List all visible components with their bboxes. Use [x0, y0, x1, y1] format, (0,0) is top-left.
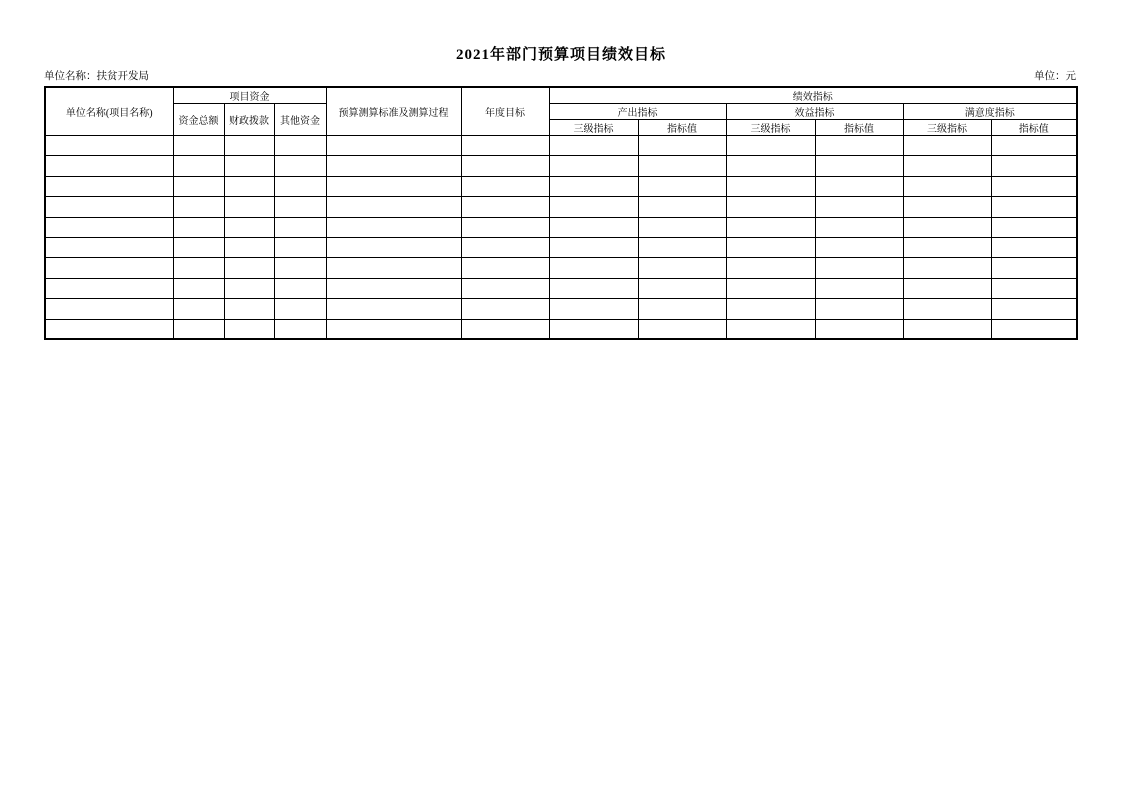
header-benefit-tertiary-indicator: 三级指标: [726, 120, 815, 136]
table-cell: [638, 237, 726, 257]
header-budget-standard: 预算测算标准及测算过程: [326, 87, 461, 136]
table-cell: [991, 299, 1077, 319]
table-cell: [461, 319, 549, 339]
table-cell: [461, 176, 549, 196]
header-group-output: 产出指标: [549, 104, 726, 120]
table-cell: [903, 217, 991, 237]
table-cell: [224, 258, 274, 278]
table-cell: [726, 237, 815, 257]
table-cell: [274, 237, 326, 257]
table-cell: [549, 156, 638, 176]
header-fiscal-allocation: 财政拨款: [224, 104, 274, 136]
table-cell: [173, 217, 224, 237]
currency-unit-label: 单位：元: [1034, 71, 1076, 82]
table-cell: [638, 156, 726, 176]
table-row: [45, 299, 1077, 319]
table-cell: [726, 319, 815, 339]
table-cell: [903, 136, 991, 156]
table-cell: [461, 197, 549, 217]
table-cell: [274, 258, 326, 278]
table-cell: [326, 319, 461, 339]
table-caption-row: [44, 70, 1076, 83]
table-cell: [991, 319, 1077, 339]
table-cell: [991, 156, 1077, 176]
header-total-funds: 资金总额: [173, 104, 224, 136]
table-body: [45, 136, 1077, 340]
table-cell: [903, 278, 991, 298]
table-cell: [549, 278, 638, 298]
table-cell: [224, 237, 274, 257]
table-row: [45, 176, 1077, 196]
table-cell: [45, 197, 173, 217]
table-cell: [903, 299, 991, 319]
table-row: [45, 136, 1077, 156]
unit-name-label: 单位名称：扶贫开发局: [44, 71, 149, 82]
table-cell: [549, 237, 638, 257]
table-cell: [903, 197, 991, 217]
header-group-benefit: 效益指标: [726, 104, 903, 120]
table-cell: [224, 278, 274, 298]
table-cell: [549, 319, 638, 339]
table-row: [45, 237, 1077, 257]
table-cell: [461, 136, 549, 156]
header-other-funds: 其他资金: [274, 104, 326, 136]
table-cell: [45, 217, 173, 237]
table-cell: [45, 319, 173, 339]
table-cell: [173, 258, 224, 278]
table-cell: [45, 176, 173, 196]
table-cell: [638, 176, 726, 196]
table-cell: [326, 156, 461, 176]
table-cell: [991, 176, 1077, 196]
table-cell: [173, 319, 224, 339]
table-cell: [45, 258, 173, 278]
table-row: [45, 319, 1077, 339]
table-cell: [461, 217, 549, 237]
table-cell: [815, 319, 903, 339]
table-cell: [903, 176, 991, 196]
table-cell: [173, 197, 224, 217]
table-cell: [326, 197, 461, 217]
table-cell: [726, 258, 815, 278]
table-cell: [173, 278, 224, 298]
table-cell: [815, 176, 903, 196]
table-cell: [991, 197, 1077, 217]
table-cell: [224, 319, 274, 339]
table-cell: [326, 237, 461, 257]
header-group-satisfaction: 满意度指标: [903, 104, 1077, 120]
table-cell: [173, 299, 224, 319]
table-cell: [326, 136, 461, 156]
table-cell: [815, 278, 903, 298]
header-benefit-indicator-value: 指标值: [815, 120, 903, 136]
table-cell: [461, 156, 549, 176]
table-cell: [274, 319, 326, 339]
table-cell: [461, 237, 549, 257]
table-cell: [903, 156, 991, 176]
table-row: [45, 217, 1077, 237]
table-cell: [638, 197, 726, 217]
table-cell: [274, 197, 326, 217]
table-cell: [726, 136, 815, 156]
table-cell: [224, 156, 274, 176]
table-cell: [903, 319, 991, 339]
table-cell: [274, 156, 326, 176]
table-cell: [726, 197, 815, 217]
table-cell: [549, 197, 638, 217]
table-cell: [638, 217, 726, 237]
table-cell: [45, 278, 173, 298]
table-cell: [903, 258, 991, 278]
table-cell: [45, 136, 173, 156]
header-output-indicator-value: 指标值: [638, 120, 726, 136]
header-annual-target: 年度目标: [461, 87, 549, 136]
table-cell: [815, 299, 903, 319]
table-cell: [549, 176, 638, 196]
table-cell: [326, 176, 461, 196]
table-cell: [274, 278, 326, 298]
page-title: 2021年部门预算项目绩效目标: [455, 47, 666, 63]
table-cell: [224, 217, 274, 237]
table-cell: [815, 156, 903, 176]
table-cell: [638, 278, 726, 298]
table-cell: [726, 176, 815, 196]
table-cell: [173, 156, 224, 176]
table-cell: [173, 176, 224, 196]
header-row-2: [45, 104, 1077, 120]
table-cell: [903, 237, 991, 257]
table-cell: [326, 299, 461, 319]
table-cell: [274, 217, 326, 237]
table-cell: [726, 217, 815, 237]
header-group-performance: 绩效指标: [549, 87, 1077, 104]
table-cell: [815, 217, 903, 237]
table-cell: [991, 237, 1077, 257]
table-cell: [815, 258, 903, 278]
table-cell: [815, 197, 903, 217]
header-output-tertiary-indicator: 三级指标: [549, 120, 638, 136]
table-cell: [726, 299, 815, 319]
table-header: [45, 87, 1077, 136]
table-cell: [45, 156, 173, 176]
table-cell: [173, 237, 224, 257]
table-cell: [726, 278, 815, 298]
table-row: [45, 156, 1077, 176]
table-cell: [638, 299, 726, 319]
table-cell: [549, 217, 638, 237]
table-cell: [224, 197, 274, 217]
table-cell: [991, 278, 1077, 298]
header-row-1: [45, 87, 1077, 104]
table-cell: [326, 258, 461, 278]
table-cell: [549, 299, 638, 319]
table-cell: [173, 136, 224, 156]
table-cell: [991, 258, 1077, 278]
table-row: [45, 278, 1077, 298]
table-cell: [991, 136, 1077, 156]
table-cell: [326, 278, 461, 298]
header-unit-name: 单位名称(项目名称): [45, 87, 173, 136]
performance-target-table: [44, 86, 1078, 340]
table-cell: [549, 136, 638, 156]
header-satisfaction-tertiary-indicator: 三级指标: [903, 120, 991, 136]
table-cell: [991, 217, 1077, 237]
header-satisfaction-indicator-value: 指标值: [991, 120, 1077, 136]
table-cell: [726, 156, 815, 176]
table-row: [45, 258, 1077, 278]
table-cell: [638, 258, 726, 278]
table-cell: [274, 299, 326, 319]
table-cell: [638, 319, 726, 339]
table-cell: [638, 136, 726, 156]
table-cell: [461, 299, 549, 319]
header-group-project-funds: 项目资金: [173, 87, 326, 104]
table-row: [45, 197, 1077, 217]
table-cell: [815, 136, 903, 156]
table-cell: [45, 299, 173, 319]
table-cell: [224, 176, 274, 196]
table-cell: [461, 278, 549, 298]
table-cell: [224, 136, 274, 156]
table-cell: [815, 237, 903, 257]
table-cell: [326, 217, 461, 237]
table-cell: [274, 176, 326, 196]
table-cell: [224, 299, 274, 319]
table-cell: [45, 237, 173, 257]
table-cell: [461, 258, 549, 278]
table-cell: [549, 258, 638, 278]
table-cell: [274, 136, 326, 156]
